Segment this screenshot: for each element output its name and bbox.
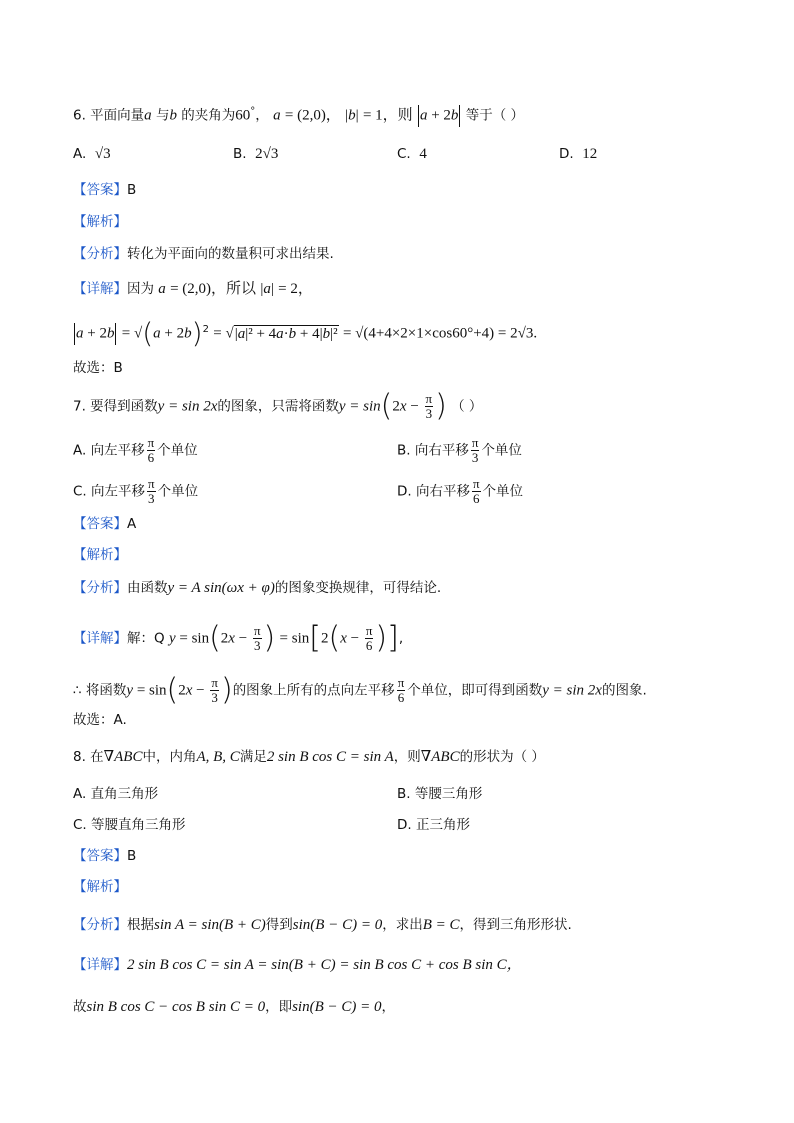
- q7-stem: 7. 要得到函数y = sin 2x的图象，只需将函数y = sin(2x − $\frac{\pi}{3}$ ) （ ）: [73, 388, 483, 424]
- q8-answer: 【答案】B: [73, 848, 137, 864]
- q7-xiangjie: 【详解】解：Q y = sin(2x − $\frac{\pi}{3}$ ) = sin[2(x − $\frac{\pi}{6}$ )],: [73, 620, 404, 656]
- q7-analysis-label: 【解析】: [73, 547, 127, 563]
- q6-option-c[interactable]: C. 4: [397, 146, 427, 162]
- q8-option-b[interactable]: B. 等腰三角形: [397, 786, 483, 802]
- q8-option-a[interactable]: A. 直角三角形: [73, 786, 159, 802]
- vec-b: b: [169, 107, 177, 124]
- q8-option-d[interactable]: D. 正三角形: [397, 817, 470, 833]
- q8-stem: 8. 在∇ABC中，内角A, B, C满足2 sin B cos C = sin A，则∇ABC的形状为（ ）: [73, 749, 545, 765]
- q6-xiangjie: 【详解】因为 a = (2,0)，所以 |a| = 2，: [73, 281, 313, 297]
- q8-xiangjie: 【详解】2 sin B cos C = sin A = sin(B + C) = sin B cos C + cos B sin C，: [73, 957, 522, 973]
- vec-a: a: [144, 107, 152, 124]
- q6-stem: 6. 平面向量a 与b 的夹角为60°， a = (2,0)， |b| = 1，则 a + 2b 等于（ ）: [73, 102, 524, 127]
- q7-option-c[interactable]: C. 向左平移 $\frac{\pi}{3}$ 个单位: [73, 476, 199, 506]
- q6-expression: $a + 2b = √(a + 2b)^2 = √|a|^2 + 4a\cdot b + 4|b|^2 = √(4+4\times 2\times 1\times\cos 60^\circ+4) = 2√3$.: [76, 316, 538, 350]
- q7-fenxi: 【分析】由函数y = A sin(ωx + φ)的图象变换规律，可得结论.: [73, 580, 442, 596]
- q8-option-c[interactable]: C. 等腰直角三角形: [73, 817, 186, 833]
- q6-conclusion: 故选：B: [73, 360, 123, 376]
- q6-option-b[interactable]: B. 2√3: [233, 146, 279, 162]
- q8-fenxi: 【分析】根据sin A = sin(B + C)得到sin(B − C) = 0，求出B = C，得到三角形形状.: [73, 917, 572, 933]
- q6-option-d[interactable]: D. 12: [559, 146, 598, 162]
- q7-conclusion: 故选：A.: [73, 712, 127, 728]
- q7-option-a[interactable]: A. 向左平移 $\frac{\pi}{6}$ 个单位: [73, 435, 198, 465]
- q6-analysis-label: 【解析】: [73, 214, 127, 230]
- q7-step: ∴ 将函数y = sin(2x − $\frac{\pi}{3}$ )的图象上所有的点向左平移 $\frac{\pi}{6}$ 个单位，即可得到函数y = sin 2x的图象.: [73, 672, 647, 708]
- q6-fenxi: 【分析】转化为平面向的数量积可求出结果.: [73, 246, 334, 262]
- q7-option-b[interactable]: B. 向右平移 $\frac{\pi}{3}$ 个单位: [397, 435, 522, 465]
- q8-last-step: 故sin B cos C − cos B sin C = 0，即sin(B − C) = 0，: [73, 999, 396, 1015]
- q6-answer: 【答案】B: [73, 182, 137, 198]
- q7-option-d[interactable]: D. 向右平移 $\frac{\pi}{6}$ 个单位: [397, 476, 524, 506]
- q8-analysis-label: 【解析】: [73, 879, 127, 895]
- q6-option-a[interactable]: A. √3: [73, 146, 111, 162]
- q7-answer: 【答案】A: [73, 516, 137, 532]
